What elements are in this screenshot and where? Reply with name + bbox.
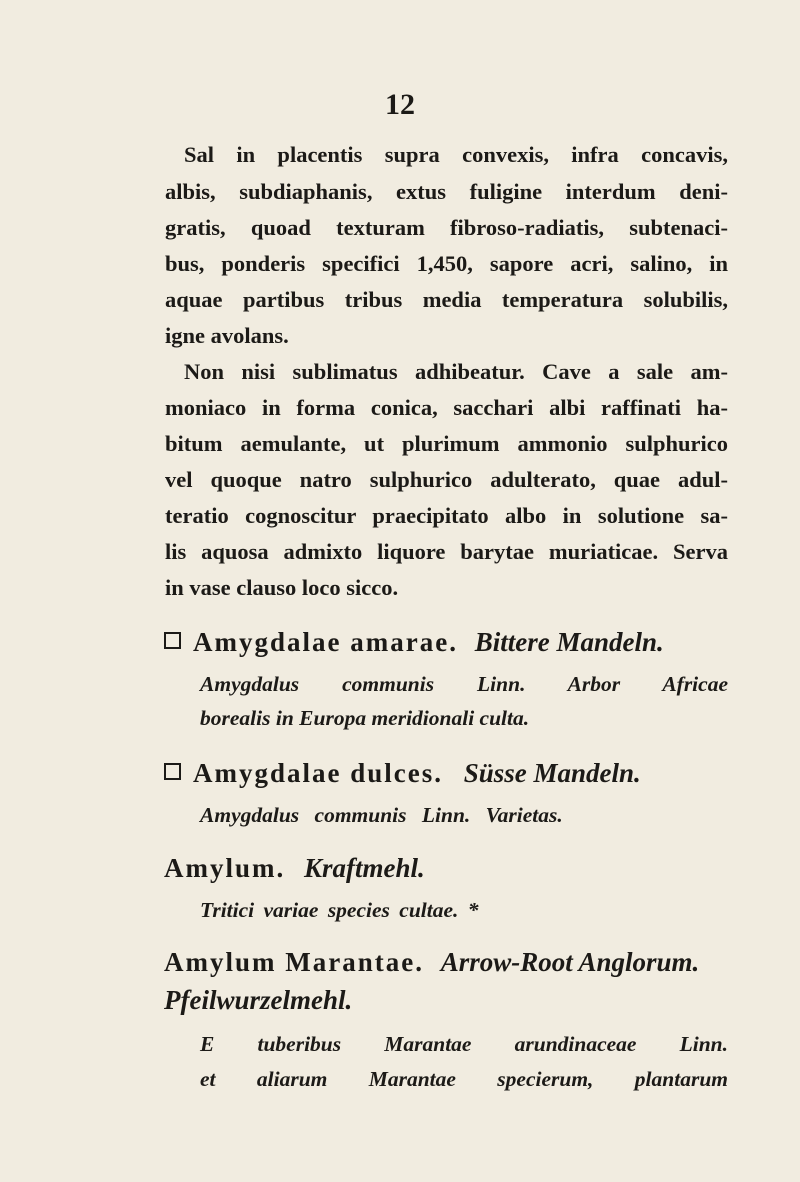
- non-line-5: teratio cognoscitur praecipitato albo in solutione sa-: [165, 503, 728, 528]
- entry-amygdalae-dulces: [164, 758, 641, 789]
- checkbox-square-icon: [164, 632, 181, 649]
- marantae-source-line-1: E tuberibus Marantae arundinaceae Linn.: [200, 1032, 728, 1056]
- entry-german-name: Kraftmehl.: [304, 853, 425, 883]
- entry-latin-name: Amylum.: [164, 853, 286, 883]
- entry-amygdalae-amarae: [164, 627, 664, 658]
- non-line-3: bitum aemulante, ut plurimum ammonio sulphurico: [165, 431, 728, 456]
- checkbox-square-icon: [164, 763, 181, 780]
- sal-line-5: aquae partibus tribus media temperatura solubilis,: [165, 287, 728, 312]
- page-number: 12: [385, 88, 415, 121]
- entry-latin-name: Amygdalae dulces.: [193, 758, 443, 788]
- entry-amylum: [164, 853, 425, 884]
- entry-latin-name: Amylum Marantae.: [164, 947, 424, 977]
- amarae-source-line-1: Amygdalus communis Linn. Arbor Africae: [200, 672, 728, 696]
- amylum-source-line-1: Tritici variae species cultae. *: [200, 898, 479, 922]
- sal-line-6: igne avolans.: [165, 323, 289, 348]
- sal-line-2: albis, subdiaphanis, extus fuligine interdum deni-: [165, 179, 728, 204]
- marantae-source-line-2: et aliarum Marantae specierum, plantarum: [200, 1067, 728, 1091]
- sal-line-1: Sal in placentis supra convexis, infra concavis,: [184, 142, 728, 167]
- entry-german-name: Süsse Mandeln.: [463, 758, 641, 788]
- non-line-7: in vase clauso loco sicco.: [165, 575, 399, 600]
- non-line-1: Non nisi sublimatus adhibeatur. Cave a sale am-: [184, 359, 728, 384]
- entry-german-name: Pfeilwurzelmehl.: [164, 985, 353, 1015]
- entry-english-name: Arrow-Root Anglorum.: [440, 947, 700, 977]
- entry-latin-name: Amygdalae amarae.: [193, 627, 458, 657]
- sal-line-3: gratis, quoad texturam fibroso-radiatis, subtenaci-: [165, 215, 728, 240]
- sal-line-4: bus, ponderis specifici 1,450, sapore acri, salino, in: [165, 251, 728, 276]
- dulces-source-line-1: Amygdalus communis Linn. Varietas.: [200, 803, 563, 827]
- non-line-4: vel quoque natro sulphurico adulterato, quae adul-: [165, 467, 728, 492]
- non-line-6: lis aquosa admixto liquore barytae muriaticae. Serva: [165, 539, 728, 564]
- entry-german-name: Bittere Mandeln.: [474, 627, 664, 657]
- entry-amylum-marantae: [164, 947, 699, 978]
- amarae-source-line-2: borealis in Europa meridionali culta.: [200, 706, 530, 730]
- non-line-2: moniaco in forma conica, sacchari albi raffinati ha-: [165, 395, 728, 420]
